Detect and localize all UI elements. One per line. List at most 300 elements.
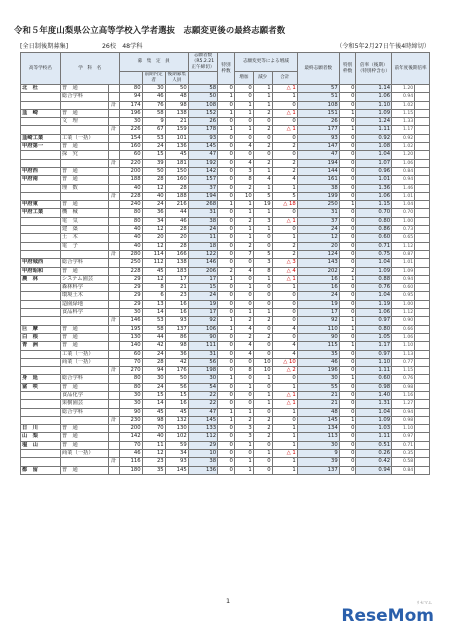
ratio: 0.88: [356, 275, 392, 283]
change-dec: 2: [253, 416, 272, 424]
category-label: [全日制後期募集]: [20, 43, 69, 50]
final-applicants: 21: [297, 400, 339, 408]
final-special: 0: [339, 391, 356, 399]
school-name: 韮 崎: [21, 109, 61, 117]
ratio: 1.31: [356, 400, 392, 408]
quota-total: 140: [119, 342, 142, 350]
table-row: [21, 134, 430, 142]
table-row: [21, 317, 430, 325]
change-dec: 1: [253, 375, 272, 383]
change-total: 1: [272, 425, 297, 433]
subtotal-label: 計: [109, 250, 120, 258]
quota-total: 29: [119, 292, 142, 300]
change-inc: 4: [234, 267, 253, 275]
final-applicants: 39: [297, 458, 339, 466]
final-applicants: 30: [297, 441, 339, 449]
change-dec: 0: [253, 458, 272, 466]
change-dec: 1: [253, 167, 272, 175]
applicants: 19: [188, 300, 217, 308]
change-inc: 3: [234, 425, 253, 433]
ratio: 1.24: [356, 118, 392, 126]
dept-name: [60, 250, 108, 258]
table-row: [21, 325, 430, 333]
change-inc: 2: [234, 217, 253, 225]
prev-ratio: 1.12: [392, 242, 415, 250]
dept-name: [60, 416, 108, 424]
final-special: 0: [339, 217, 356, 225]
quota-total: 240: [119, 201, 142, 209]
change-total: △ 3: [272, 259, 297, 267]
change-inc: 1: [234, 101, 253, 109]
dept-name: 電 気: [60, 217, 108, 225]
dept-name: [60, 126, 108, 134]
dept-name: 普 通: [60, 466, 108, 474]
quota-total: 195: [119, 325, 142, 333]
change-inc: 4: [234, 342, 253, 350]
header-inc: 増加: [234, 72, 253, 85]
dept-name: 食品化学: [60, 391, 108, 399]
subtotal-label: [109, 151, 120, 159]
change-total: 0: [272, 151, 297, 159]
change-inc: 0: [234, 151, 253, 159]
dept-name: 普 通: [60, 143, 108, 151]
quota-post: 17: [165, 275, 188, 283]
quota-pre: 9: [142, 118, 165, 126]
table-row: [21, 192, 430, 200]
change-inc: 1: [234, 284, 253, 292]
final-applicants: 161: [297, 176, 339, 184]
quota-post: 15: [165, 391, 188, 399]
quota-pre: 76: [142, 101, 165, 109]
change-inc: 1: [234, 383, 253, 391]
spare: [415, 342, 430, 350]
subtotal-label: [109, 267, 120, 275]
final-special: 0: [339, 234, 356, 242]
prev-ratio: 1.10: [392, 425, 415, 433]
school-name: 富 咲: [21, 383, 61, 391]
quota-post: 28: [165, 226, 188, 234]
spare: [415, 217, 430, 225]
ratio: 1.36: [356, 184, 392, 192]
applicants: 38: [188, 217, 217, 225]
quota-total: 94: [119, 93, 142, 101]
quota-total: 60: [119, 151, 142, 159]
quota-post: 188: [165, 192, 188, 200]
spare: [415, 333, 430, 341]
ratio: 1.03: [356, 425, 392, 433]
special-quota: 0: [218, 333, 235, 341]
special-quota: 0: [218, 118, 235, 126]
subtotal-label: [109, 184, 120, 192]
change-total: △ 1: [272, 85, 297, 93]
subtotal-label: [109, 391, 120, 399]
school-name: 青 洲: [21, 342, 61, 350]
prev-ratio: 0.58: [392, 458, 415, 466]
special-quota: 0: [218, 192, 235, 200]
special-quota: 0: [218, 383, 235, 391]
spare: [415, 192, 430, 200]
quota-pre: 28: [142, 176, 165, 184]
subtotal-label: [109, 134, 120, 142]
final-special: 0: [339, 192, 356, 200]
table-row: [21, 350, 430, 358]
subtotal-label: [109, 342, 120, 350]
ratio: 1.14: [356, 85, 392, 93]
spare: [415, 466, 430, 474]
dept-name: 普 通: [60, 433, 108, 441]
dept-name: 普 通: [60, 109, 108, 117]
applicants: 17: [188, 309, 217, 317]
change-total: 1: [272, 458, 297, 466]
change-dec: 1: [253, 391, 272, 399]
change-dec: 0: [253, 284, 272, 292]
quota-post: 101: [165, 134, 188, 142]
applicants: 31: [188, 350, 217, 358]
prev-ratio: 0.94: [392, 408, 415, 416]
school-name: 甲府城西: [21, 259, 61, 267]
ratio: 1.11: [356, 367, 392, 375]
special-quota: 0: [218, 184, 235, 192]
special-quota: 0: [218, 300, 235, 308]
special-quota: 0: [218, 85, 235, 93]
change-dec: 0: [253, 408, 272, 416]
change-total: 1: [272, 234, 297, 242]
change-total: 2: [272, 250, 297, 258]
dept-name: 総合学科: [60, 375, 108, 383]
dept-name: 普 通: [60, 342, 108, 350]
subtotal-label: [109, 300, 120, 308]
change-dec: 1: [253, 275, 272, 283]
prev-ratio: 0.66: [392, 325, 415, 333]
school-name: [21, 217, 61, 225]
final-applicants: 38: [297, 184, 339, 192]
quota-post: 138: [165, 109, 188, 117]
spare: [415, 317, 430, 325]
final-special: 0: [339, 176, 356, 184]
subtotal-label: [109, 450, 120, 458]
quota-post: 130: [165, 425, 188, 433]
header-quota: 募 集 定 員: [119, 53, 188, 72]
change-inc: 0: [234, 292, 253, 300]
final-special: 1: [339, 416, 356, 424]
ratio: 0.71: [356, 242, 392, 250]
final-special: 0: [339, 226, 356, 234]
quota-pre: 114: [142, 250, 165, 258]
final-applicants: 199: [297, 192, 339, 200]
change-dec: 3: [253, 259, 272, 267]
final-special: 0: [339, 425, 356, 433]
quota-pre: 40: [142, 192, 165, 200]
table-row: [21, 143, 430, 151]
change-inc: 1: [234, 201, 253, 209]
final-applicants: 145: [297, 416, 339, 424]
spare: [415, 250, 430, 258]
final-applicants: 144: [297, 167, 339, 175]
dept-name: 普 通: [60, 333, 108, 341]
subtotal-label: [109, 85, 120, 93]
table-row: [21, 93, 430, 101]
final-special: 0: [339, 259, 356, 267]
special-quota: 0: [218, 209, 235, 217]
quota-total: 29: [119, 284, 142, 292]
table-row: [21, 85, 430, 93]
dept-name: [60, 101, 108, 109]
school-name: [21, 126, 61, 134]
final-applicants: 19: [297, 300, 339, 308]
applicants: 26: [188, 118, 217, 126]
prev-ratio: 1.27: [392, 400, 415, 408]
quota-pre: 35: [142, 466, 165, 474]
subtotal-label: 計: [109, 416, 120, 424]
dept-name: 森林科学: [60, 284, 108, 292]
change-inc: 1: [234, 126, 253, 134]
ratio: 1.06: [356, 192, 392, 200]
subtotal-label: 計: [109, 192, 120, 200]
final-special: 0: [339, 101, 356, 109]
spare: [415, 109, 430, 117]
change-inc: 0: [234, 85, 253, 93]
final-special: 0: [339, 292, 356, 300]
dept-name: 普 通: [60, 267, 108, 275]
applicants: 93: [188, 134, 217, 142]
change-dec: 5: [253, 250, 272, 258]
applicants: 194: [188, 192, 217, 200]
subtotal-label: [109, 109, 120, 117]
change-inc: 2: [234, 184, 253, 192]
change-dec: 1: [253, 450, 272, 458]
change-total: 0: [272, 118, 297, 126]
quota-total: 142: [119, 433, 142, 441]
quota-post: 145: [165, 466, 188, 474]
school-name: [21, 458, 61, 466]
change-total: △ 10: [272, 358, 297, 366]
quota-total: 46: [119, 450, 142, 458]
quota-post: 34: [165, 450, 188, 458]
quota-post: 16: [165, 300, 188, 308]
change-inc: 0: [234, 300, 253, 308]
subtotal-label: [109, 433, 120, 441]
applicants: 18: [188, 242, 217, 250]
ratio: 0.51: [356, 441, 392, 449]
dept-name: 普 通: [60, 425, 108, 433]
change-dec: 2: [253, 126, 272, 134]
ratio: 1.19: [356, 300, 392, 308]
prev-ratio: 1.02: [392, 101, 415, 109]
applicants: 142: [188, 167, 217, 175]
final-special: 0: [339, 367, 356, 375]
change-dec: 2: [253, 333, 272, 341]
prev-ratio: 1.01: [392, 259, 415, 267]
special-quota: 0: [218, 159, 235, 167]
change-inc: 10: [234, 192, 253, 200]
spare: [415, 433, 430, 441]
quota-pre: 15: [142, 391, 165, 399]
change-total: △ 1: [272, 126, 297, 134]
table-row: [21, 375, 430, 383]
quota-total: 70: [119, 358, 142, 366]
school-name: 日 川: [21, 425, 61, 433]
spare: [415, 325, 430, 333]
special-quota: 0: [218, 292, 235, 300]
applicants: 111: [188, 342, 217, 350]
prev-ratio: 1.17: [392, 126, 415, 134]
change-inc: 1: [234, 109, 253, 117]
spare: [415, 383, 430, 391]
applicants: 90: [188, 333, 217, 341]
prev-ratio: 0.65: [392, 234, 415, 242]
quota-post: 138: [165, 259, 188, 267]
spare: [415, 367, 430, 375]
deadline-date: （令和5年2月27日午後4時締切）: [336, 43, 430, 50]
subtotal-label: [109, 333, 120, 341]
table-body: [21, 85, 430, 475]
final-special: 0: [339, 350, 356, 358]
change-total: 0: [272, 209, 297, 217]
change-inc: 4: [234, 143, 253, 151]
prev-ratio: 0.90: [392, 317, 415, 325]
table-row: [21, 209, 430, 217]
quota-post: 28: [165, 184, 188, 192]
header-special-2: 特別枠数: [339, 53, 356, 85]
header-special: 特別枠数: [218, 53, 235, 85]
change-total: △ 1: [272, 217, 297, 225]
change-inc: 1: [234, 466, 253, 474]
prev-ratio: 1.06: [392, 159, 415, 167]
school-name: 北 杜: [21, 85, 61, 93]
school-name: 白 根: [21, 333, 61, 341]
prev-ratio: 1.06: [392, 333, 415, 341]
header-school: 高等学校名: [21, 53, 61, 85]
subtotal-label: 計: [109, 126, 120, 134]
applicants: 29: [188, 441, 217, 449]
school-name: [21, 242, 61, 250]
change-dec: 0: [253, 466, 272, 474]
quota-post: 150: [165, 167, 188, 175]
special-quota: 0: [218, 250, 235, 258]
change-inc: 7: [234, 250, 253, 258]
special-quota: 0: [218, 400, 235, 408]
spare: [415, 159, 430, 167]
table-row: [21, 466, 430, 474]
table-row: [21, 358, 430, 366]
special-quota: 0: [218, 441, 235, 449]
logo-subtext: リセマム: [416, 600, 432, 605]
spare: [415, 425, 430, 433]
subtotal-label: [109, 358, 120, 366]
spare: [415, 151, 430, 159]
dept-name: 理 数: [60, 184, 108, 192]
final-special: 0: [339, 309, 356, 317]
change-inc: 0: [234, 93, 253, 101]
quota-pre: 11: [142, 441, 165, 449]
change-dec: 2: [253, 425, 272, 433]
table-row: [21, 300, 430, 308]
spare: [415, 450, 430, 458]
quota-post: 132: [165, 416, 188, 424]
quota-pre: 14: [142, 400, 165, 408]
final-applicants: 26: [297, 118, 339, 126]
special-quota: 0: [218, 134, 235, 142]
dept-name: 普 通: [60, 325, 108, 333]
dept-name: [60, 367, 108, 375]
table-row: [21, 184, 430, 192]
school-name: [21, 93, 61, 101]
final-applicants: 115: [297, 342, 339, 350]
applicants: 145: [188, 416, 217, 424]
dept-name: 総合学科: [60, 93, 108, 101]
quota-total: 228: [119, 192, 142, 200]
ratio: 0.60: [356, 375, 392, 383]
final-applicants: 151: [297, 109, 339, 117]
subtotal-label: 計: [109, 317, 120, 325]
dept-name: 普 通: [60, 201, 108, 209]
quota-post: 98: [165, 101, 188, 109]
quota-post: 28: [165, 242, 188, 250]
subtotal-label: [109, 325, 120, 333]
quota-total: 30: [119, 391, 142, 399]
change-dec: 0: [253, 118, 272, 126]
quota-total: 196: [119, 109, 142, 117]
ratio: 1.11: [356, 433, 392, 441]
quota-total: 30: [119, 400, 142, 408]
special-quota: 0: [218, 167, 235, 175]
final-applicants: 137: [297, 466, 339, 474]
final-applicants: 113: [297, 433, 339, 441]
ratio: 1.01: [356, 176, 392, 184]
ratio: 1.10: [356, 101, 392, 109]
school-name: [21, 367, 61, 375]
applicants: 112: [188, 433, 217, 441]
dept-name: 環境土木: [60, 292, 108, 300]
table-row: [21, 309, 430, 317]
quota-pre: 24: [142, 350, 165, 358]
ratio: 1.04: [356, 408, 392, 416]
table-row: [21, 159, 430, 167]
school-name: [21, 151, 61, 159]
applicants: 122: [188, 250, 217, 258]
quota-post: 93: [165, 317, 188, 325]
prev-ratio: 1.01: [392, 192, 415, 200]
dept-name: 普 通: [60, 85, 108, 93]
applicants: 152: [188, 109, 217, 117]
ratio: 0.60: [356, 234, 392, 242]
final-special: 1: [339, 109, 356, 117]
school-name: [21, 118, 61, 126]
school-name: 韮崎工業: [21, 134, 61, 142]
ratio: 1.11: [356, 126, 392, 134]
subtotal-label: [109, 383, 120, 391]
quota-total: 154: [119, 134, 142, 142]
header-ratio-label: 倍率（後期）: [360, 62, 388, 68]
header-post: 後期募集人員: [165, 72, 188, 85]
prev-ratio: 0.95: [392, 292, 415, 300]
subtotal-label: [109, 375, 120, 383]
quota-total: 180: [119, 466, 142, 474]
final-applicants: 35: [297, 350, 339, 358]
dept-name: 商業（一括）: [60, 358, 108, 366]
final-special: 1: [339, 325, 356, 333]
spare: [415, 416, 430, 424]
change-inc: 4: [234, 350, 253, 358]
final-applicants: 147: [297, 143, 339, 151]
applicants: 157: [188, 176, 217, 184]
quota-post: 183: [165, 267, 188, 275]
quota-total: 280: [119, 250, 142, 258]
quota-post: 93: [165, 458, 188, 466]
school-name: [21, 101, 61, 109]
prev-ratio: 0.76: [392, 375, 415, 383]
quota-post: 166: [165, 250, 188, 258]
